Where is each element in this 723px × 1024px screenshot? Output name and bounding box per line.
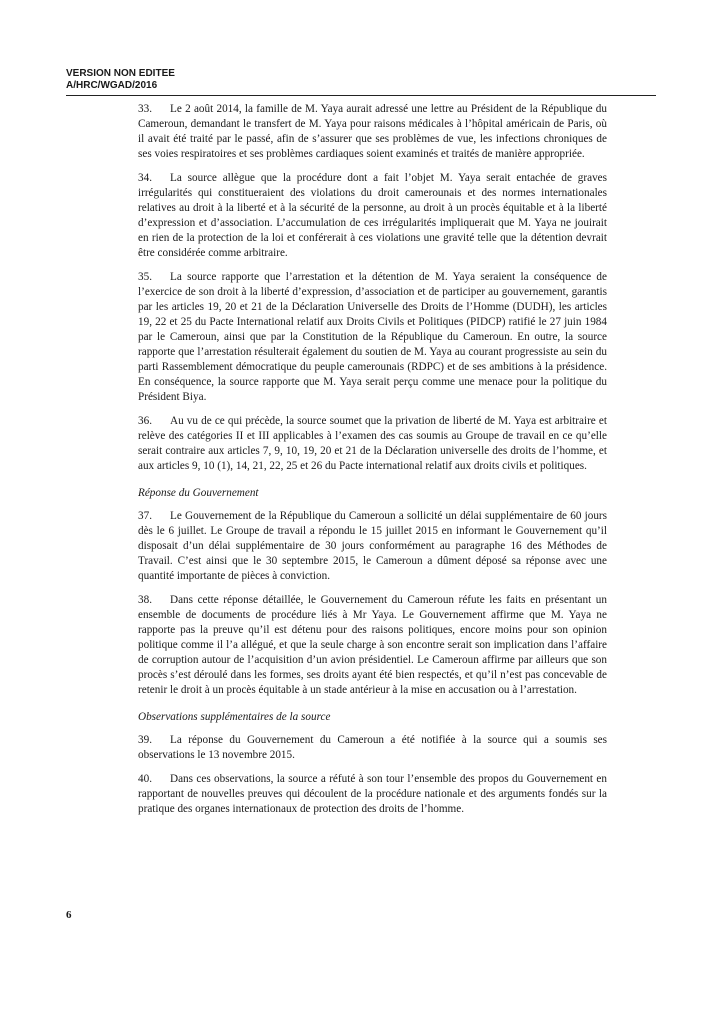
paragraph-number: 40. <box>138 773 152 785</box>
paragraph-text: La source allègue que la procédure dont a fait l’objet M. Yaya serait entachée de graves irrégularités qui constitueraient des violations du droit camerounais et des normes internationales relatives au droit à la liberté et à la sécurité de la personne, au droit à un procès équitable et à la liberté d’expression et d’association. L’accumulation de ces irrégularités impliquerait que M. Yaya ne jouirait en rien de la protection de la loi et conférerait à ces violations une gravité telle que la détention devrait être considérée comme arbitraire. <box>138 172 607 259</box>
paragraph-number: 33. <box>138 103 152 115</box>
page-number: 6 <box>66 909 72 921</box>
section-heading-government-response: Réponse du Gouvernement <box>138 487 259 499</box>
paragraph-39 <box>138 733 607 763</box>
paragraph-number: 37. <box>138 510 152 522</box>
paragraph-35 <box>138 270 607 405</box>
paragraph-number: 34. <box>138 172 152 184</box>
paragraph-text: Le Gouvernement de la République du Cameroun a sollicité un délai supplémentaire de 60 jours dès le 6 juillet. Le Groupe de travail a répondu le 15 juillet 2015 en informant le Gouvernement qu’il disposait d’un délai supplémentaire de 30 jours conformément au paragraphe 16 des Méthodes de Travail. C’est ainsi que le 30 septembre 2015, le Cameroun a dûment déposé sa réponse avec une quantité importante de pièces à conviction. <box>138 510 607 582</box>
paragraph-text: Dans ces observations, la source a réfuté à son tour l’ensemble des propos du Gouvernement en rapportant de nouvelles preuves qui découlent de la procédure nationale et des arguments fondés sur la pratique des organes internationaux de protection des droits de l’homme. <box>138 773 607 815</box>
paragraph-text: Dans cette réponse détaillée, le Gouvernement du Cameroun réfute les faits en présentant un ensemble de documents de procédure liés à Mr Yaya. Le Gouvernement affirme que M. Yaya ne rapporte pas la preuve qu’il est détenu pour des raisons politiques, encore moins pour son opinion politique comme il l’a allégué, et que la seule charge à son encontre serait son implication dans l’affaire de corruption autour de l’acquisition d’un avion présidentiel. Le Cameroun affirme par ailleurs que son procès s’est déroulé dans les formes, ses droits ayant été bien respectés, et qu’il n’est pas concevable de retenir le droit à un procès équitable à un stade antérieur à la mise en accusation ou à l’arrestation. <box>138 594 607 696</box>
paragraph-text: La réponse du Gouvernement du Cameroun a été notifiée à la source qui a soumis ses observations le 13 novembre 2015. <box>138 734 607 761</box>
header-version-label: VERSION NON EDITEE <box>66 68 175 79</box>
paragraph-37 <box>138 509 607 584</box>
paragraph-36 <box>138 414 607 474</box>
document-body <box>138 102 607 826</box>
paragraph-33 <box>138 102 607 162</box>
section-heading-source-observations: Observations supplémentaires de la source <box>138 711 331 723</box>
paragraph-text: Le 2 août 2014, la famille de M. Yaya aurait adressé une lettre au Président de la République du Cameroun, demandant le transfert de M. Yaya pour raisons médicales à l’hôpital américain de Paris, où il avait été traité par le passé, afin de s’assurer que ses problèmes de vue, les infections chroniques de ses voies respiratoires et ses problèmes cardiaques soient examinés et traités de manière appropriée. <box>138 103 607 160</box>
document-header <box>66 68 656 92</box>
paragraph-text: Au vu de ce qui précède, la source soumet que la privation de liberté de M. Yaya est arbitraire et relève des catégories II et III applicables à l’examen des cas soumis au Groupe de travail en ce qu’elle serait contraire aux articles 7, 9, 10, 19, 20 et 21 de la Déclaration universelle des droits de l’homme, et aux articles 9, 10 (1), 14, 21, 22, 25 et 26 du Pacte international relatif aux droits civils et politiques. <box>138 415 607 472</box>
paragraph-number: 39. <box>138 734 152 746</box>
paragraph-34 <box>138 171 607 261</box>
paragraph-number: 35. <box>138 271 152 283</box>
paragraph-number: 36. <box>138 415 152 427</box>
paragraph-38 <box>138 593 607 698</box>
header-document-symbol: A/HRC/WGAD/2016 <box>66 80 158 91</box>
paragraph-40 <box>138 772 607 817</box>
header-divider <box>66 95 656 96</box>
paragraph-text: La source rapporte que l’arrestation et la détention de M. Yaya seraient la conséquence de l’exercice de son droit à la liberté d’expression, d’association et de participer au gouvernement, garantis par les articles 19, 20 et 21 de la Déclaration Universelle des Droits de l’Homme (DUDH), les articles 19, 22 et 25 du Pacte International relatif aux Droits Civils et Politiques (PIDCP) ratifié le 27 juin 1984 par le Cameroun, ainsi que par la Constitution de la République du Cameroun. En outre, la source rapporte que l’arrestation résulterait également du soutien de M. Yaya au courant progressiste au sein du parti Rassemblement démocratique du peuple camerounais (RDPC) et de ses ambitions à la présidence. En conséquence, la source rapporte que M. Yaya serait perçu comme une menace pour la politique du Président Biya. <box>138 271 607 403</box>
paragraph-number: 38. <box>138 594 152 606</box>
